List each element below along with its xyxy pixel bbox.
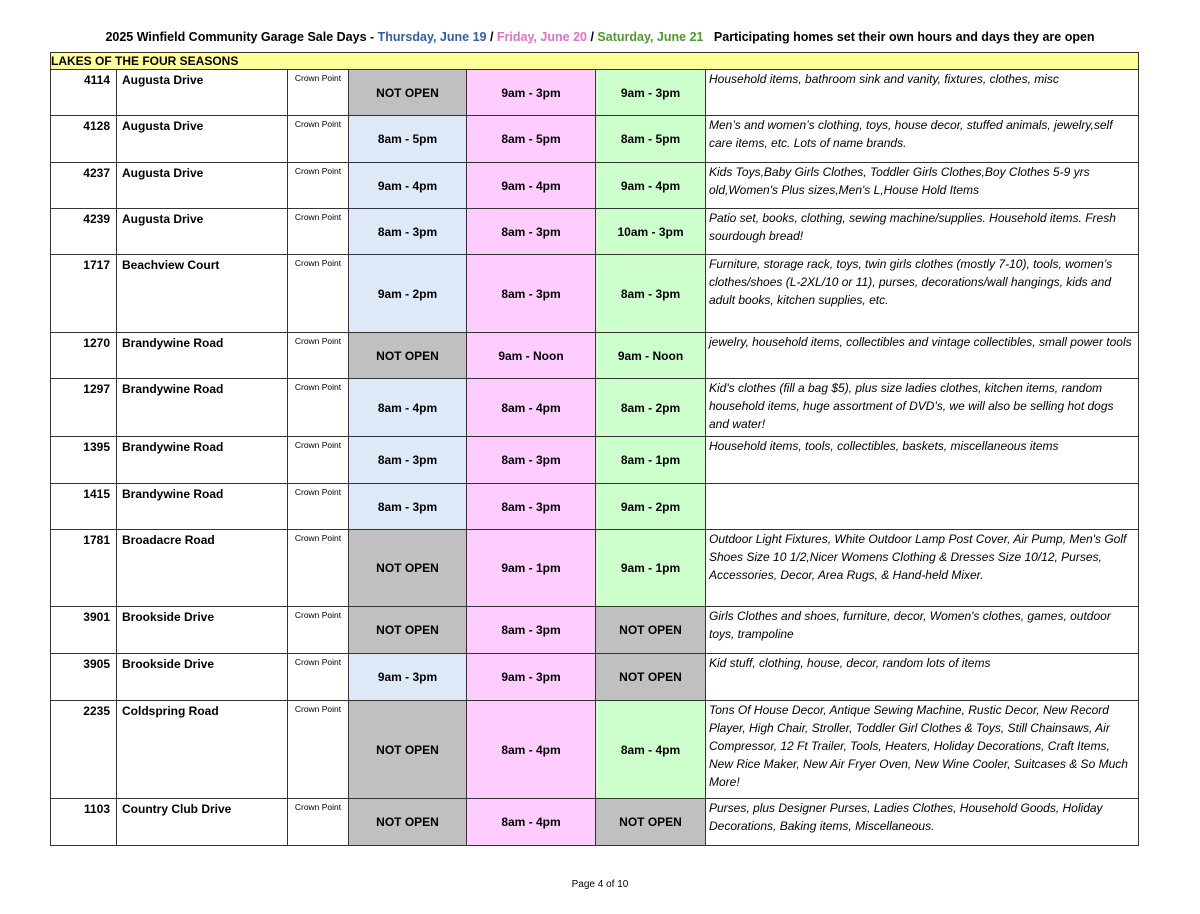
item-description: Tons Of House Decor, Antique Sewing Machine, Rustic Decor, New Record Player, High Chair, Stroller, Toddler Girl Clothes & Toys, Still Chainsaws, Air Compressor, 12 Ft Trailer, Tools, Heaters, Holiday Decorations, Craft Items, New Rice Maker, New Air Fryer Oven, New Wine Cooler, Suitcases & So Much More! bbox=[706, 701, 1139, 799]
table-row bbox=[51, 333, 1139, 379]
city-name: Crown Point bbox=[288, 607, 349, 654]
city-name: Crown Point bbox=[288, 209, 349, 255]
thursday-hours: NOT OPEN bbox=[349, 799, 467, 846]
friday-hours: 8am - 3pm bbox=[467, 607, 596, 654]
thursday-hours: NOT OPEN bbox=[349, 70, 467, 116]
street-name: Brookside Drive bbox=[117, 607, 288, 654]
header-separator: / bbox=[486, 30, 497, 44]
house-number: 1103 bbox=[51, 799, 117, 846]
city-name: Crown Point bbox=[288, 163, 349, 209]
item-description: jewelry, household items, collectibles and vintage collectibles, small power tools bbox=[706, 333, 1139, 379]
table-row bbox=[51, 607, 1139, 654]
table-row bbox=[51, 70, 1139, 116]
house-number: 4237 bbox=[51, 163, 117, 209]
page-footer: Page 4 of 10 bbox=[571, 879, 629, 890]
street-name: Augusta Drive bbox=[117, 70, 288, 116]
house-number: 4239 bbox=[51, 209, 117, 255]
city-name: Crown Point bbox=[288, 799, 349, 846]
city-name: Crown Point bbox=[288, 530, 349, 607]
city-name: Crown Point bbox=[288, 701, 349, 799]
garage-sale-table bbox=[50, 52, 1139, 846]
header-title: 2025 Winfield Community Garage Sale Days - bbox=[105, 30, 378, 44]
table-row bbox=[51, 484, 1139, 530]
thursday-hours: 8am - 3pm bbox=[349, 484, 467, 530]
section-row bbox=[51, 53, 1139, 70]
city-name: Crown Point bbox=[288, 255, 349, 333]
table-row bbox=[51, 654, 1139, 701]
city-name: Crown Point bbox=[288, 379, 349, 437]
item-description: Kid's clothes (fill a bag $5), plus size ladies clothes, kitchen items, random household items, huge assortment of DVD's, we will also be selling hot dogs and water! bbox=[706, 379, 1139, 437]
friday-hours: 8am - 3pm bbox=[467, 484, 596, 530]
thursday-hours: 9am - 2pm bbox=[349, 255, 467, 333]
friday-hours: 9am - 1pm bbox=[467, 530, 596, 607]
saturday-hours: 8am - 2pm bbox=[596, 379, 706, 437]
thursday-hours: 8am - 3pm bbox=[349, 437, 467, 484]
table-row bbox=[51, 437, 1139, 484]
city-name: Crown Point bbox=[288, 116, 349, 163]
street-name: Country Club Drive bbox=[117, 799, 288, 846]
saturday-hours: 9am - 1pm bbox=[596, 530, 706, 607]
thursday-hours: 8am - 4pm bbox=[349, 379, 467, 437]
street-name: Brandywine Road bbox=[117, 333, 288, 379]
saturday-hours: 9am - 2pm bbox=[596, 484, 706, 530]
saturday-hours: 8am - 3pm bbox=[596, 255, 706, 333]
thursday-hours: NOT OPEN bbox=[349, 701, 467, 799]
friday-hours: 8am - 3pm bbox=[467, 209, 596, 255]
thursday-hours: 8am - 3pm bbox=[349, 209, 467, 255]
saturday-hours: NOT OPEN bbox=[596, 654, 706, 701]
saturday-hours: 9am - Noon bbox=[596, 333, 706, 379]
item-description: Household items, tools, collectibles, baskets, miscellaneous items bbox=[706, 437, 1139, 484]
page-header bbox=[0, 30, 1200, 44]
house-number: 1297 bbox=[51, 379, 117, 437]
thursday-hours: NOT OPEN bbox=[349, 607, 467, 654]
friday-hours: 8am - 4pm bbox=[467, 379, 596, 437]
table-row bbox=[51, 116, 1139, 163]
street-name: Brookside Drive bbox=[117, 654, 288, 701]
friday-hours: 9am - 4pm bbox=[467, 163, 596, 209]
friday-hours: 8am - 5pm bbox=[467, 116, 596, 163]
friday-hours: 9am - 3pm bbox=[467, 654, 596, 701]
street-name: Beachview Court bbox=[117, 255, 288, 333]
house-number: 4114 bbox=[51, 70, 117, 116]
friday-hours: 8am - 4pm bbox=[467, 701, 596, 799]
table-row bbox=[51, 209, 1139, 255]
thursday-hours: 8am - 5pm bbox=[349, 116, 467, 163]
street-name: Augusta Drive bbox=[117, 116, 288, 163]
item-description: Men’s and women’s clothing, toys, house decor, stuffed animals, jewelry,self care items, etc. Lots of name brands. bbox=[706, 116, 1139, 163]
street-name: Augusta Drive bbox=[117, 163, 288, 209]
item-description: Furniture, storage rack, toys, twin girls clothes (mostly 7-10), tools, women’s clothes/shoes (L-2XL/10 or 11), purses, decorations/wall hangings, kids and adult books, kitchen supplies, etc. bbox=[706, 255, 1139, 333]
house-number: 2235 bbox=[51, 701, 117, 799]
saturday-hours: 10am - 3pm bbox=[596, 209, 706, 255]
friday-hours: 9am - Noon bbox=[467, 333, 596, 379]
item-description: Household items, bathroom sink and vanity, fixtures, clothes, misc bbox=[706, 70, 1139, 116]
city-name: Crown Point bbox=[288, 333, 349, 379]
section-title: LAKES OF THE FOUR SEASONS bbox=[51, 53, 1139, 70]
header-friday: Friday, June 20 bbox=[496, 30, 587, 44]
item-description bbox=[706, 484, 1139, 530]
house-number: 1270 bbox=[51, 333, 117, 379]
city-name: Crown Point bbox=[288, 70, 349, 116]
header-note: Participating homes set their own hours and days they are open bbox=[713, 30, 1095, 44]
house-number: 1415 bbox=[51, 484, 117, 530]
table-row bbox=[51, 379, 1139, 437]
item-description: Patio set, books, clothing, sewing machine/supplies. Household items. Fresh sourdough bread! bbox=[706, 209, 1139, 255]
friday-hours: 9am - 3pm bbox=[467, 70, 596, 116]
house-number: 4128 bbox=[51, 116, 117, 163]
table-row bbox=[51, 163, 1139, 209]
thursday-hours: NOT OPEN bbox=[349, 530, 467, 607]
saturday-hours: 8am - 4pm bbox=[596, 701, 706, 799]
friday-hours: 8am - 4pm bbox=[467, 799, 596, 846]
item-description: Purses, plus Designer Purses, Ladies Clothes, Household Goods, Holiday Decorations, Baking items, Miscellaneous. bbox=[706, 799, 1139, 846]
saturday-hours: 8am - 1pm bbox=[596, 437, 706, 484]
thursday-hours: 9am - 4pm bbox=[349, 163, 467, 209]
thursday-hours: NOT OPEN bbox=[349, 333, 467, 379]
house-number: 1781 bbox=[51, 530, 117, 607]
street-name: Brandywine Road bbox=[117, 437, 288, 484]
table-row bbox=[51, 701, 1139, 799]
city-name: Crown Point bbox=[288, 654, 349, 701]
saturday-hours: NOT OPEN bbox=[596, 799, 706, 846]
street-name: Augusta Drive bbox=[117, 209, 288, 255]
saturday-hours: 9am - 3pm bbox=[596, 70, 706, 116]
header-thursday: Thursday, June 19 bbox=[377, 30, 487, 44]
saturday-hours: 9am - 4pm bbox=[596, 163, 706, 209]
street-name: Broadacre Road bbox=[117, 530, 288, 607]
item-description: Girls Clothes and shoes, furniture, decor, Women's clothes, games, outdoor toys, trampoline bbox=[706, 607, 1139, 654]
table-row bbox=[51, 530, 1139, 607]
item-description: Outdoor Light Fixtures, White Outdoor Lamp Post Cover, Air Pump, Men's Golf Shoes Size 10 1/2,Nicer Womens Clothing & Dresses Size 10/12, Purses, Accessories, Decor, Area Rugs, & Hand-held Mixer. bbox=[706, 530, 1139, 607]
item-description: Kid stuff, clothing, house, decor, random lots of items bbox=[706, 654, 1139, 701]
table-row bbox=[51, 255, 1139, 333]
street-name: Coldspring Road bbox=[117, 701, 288, 799]
house-number: 1717 bbox=[51, 255, 117, 333]
street-name: Brandywine Road bbox=[117, 379, 288, 437]
house-number: 3901 bbox=[51, 607, 117, 654]
table-row bbox=[51, 799, 1139, 846]
street-name: Brandywine Road bbox=[117, 484, 288, 530]
city-name: Crown Point bbox=[288, 484, 349, 530]
header-separator: / bbox=[587, 30, 598, 44]
header-saturday: Saturday, June 21 bbox=[597, 30, 704, 44]
thursday-hours: 9am - 3pm bbox=[349, 654, 467, 701]
saturday-hours: 8am - 5pm bbox=[596, 116, 706, 163]
friday-hours: 8am - 3pm bbox=[467, 255, 596, 333]
item-description: Kids Toys,Baby Girls Clothes, Toddler Girls Clothes,Boy Clothes 5-9 yrs old,Women's Plus sizes,Men's L,House Hold Items bbox=[706, 163, 1139, 209]
city-name: Crown Point bbox=[288, 437, 349, 484]
saturday-hours: NOT OPEN bbox=[596, 607, 706, 654]
house-number: 3905 bbox=[51, 654, 117, 701]
friday-hours: 8am - 3pm bbox=[467, 437, 596, 484]
house-number: 1395 bbox=[51, 437, 117, 484]
